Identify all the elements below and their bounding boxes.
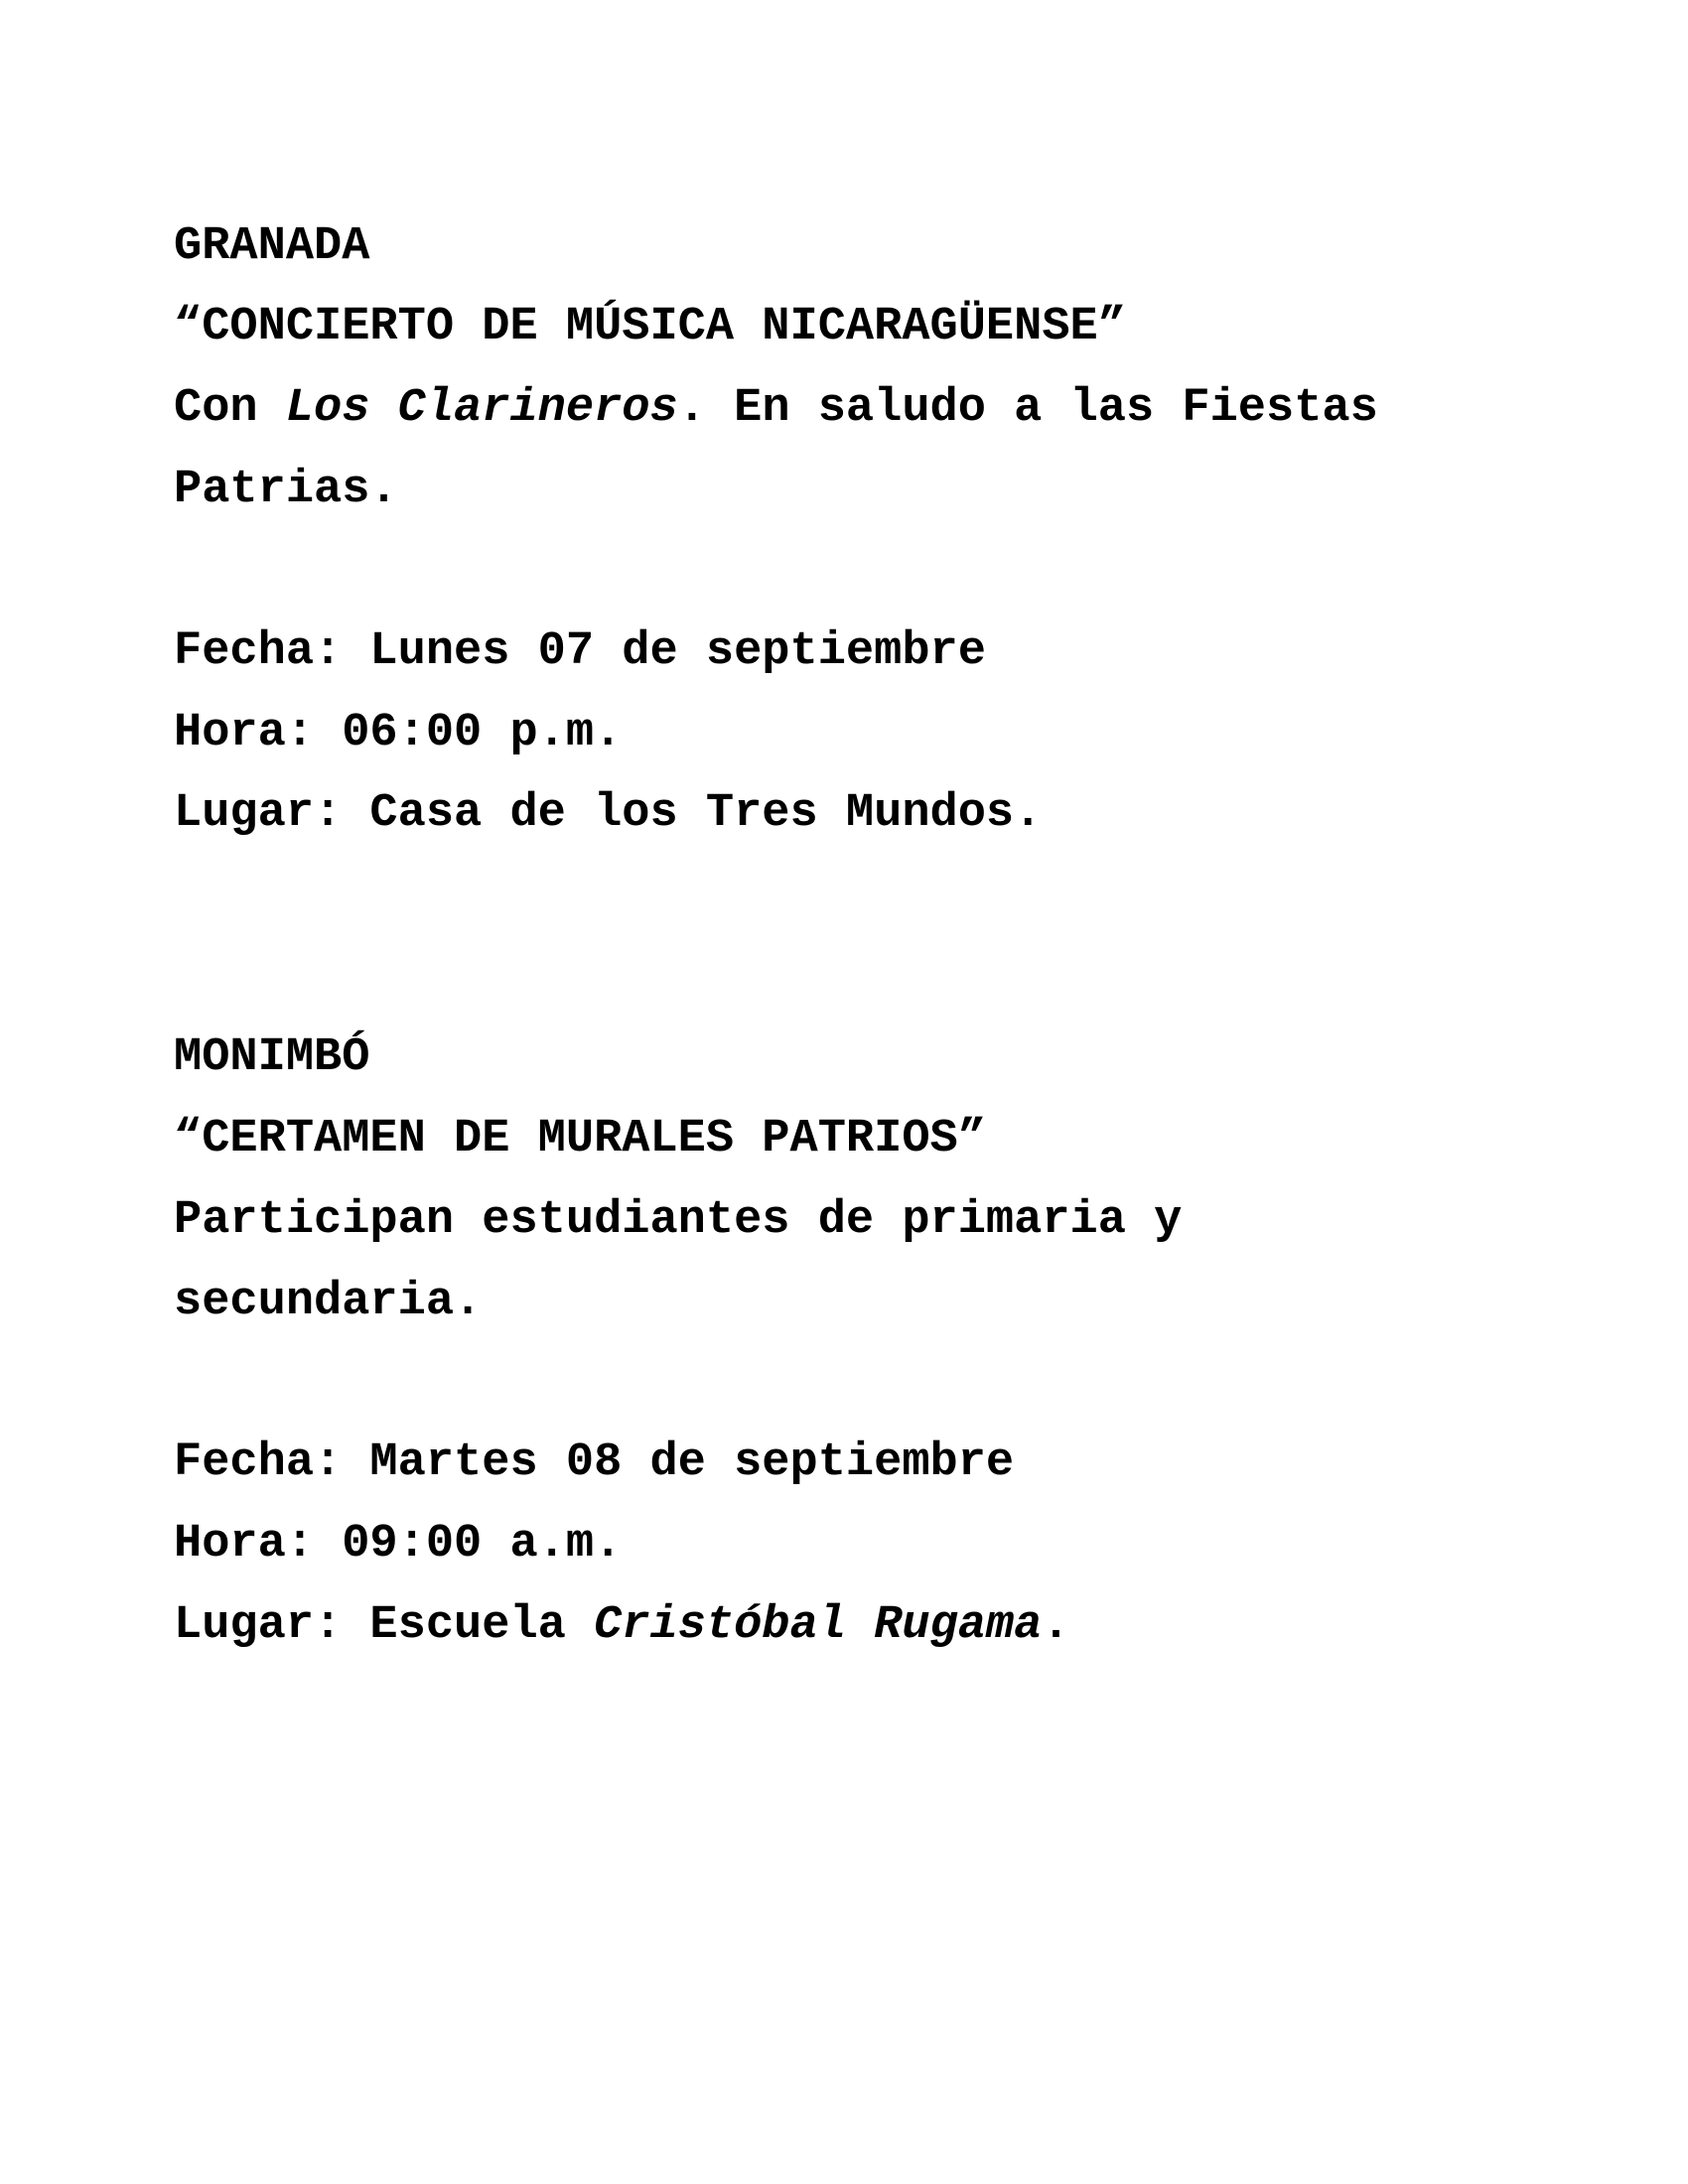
event-fecha: Fecha: Martes 08 de septiembre — [174, 1436, 1015, 1489]
description-suffix: . En saludo a las Fiestas — [677, 382, 1378, 435]
event-place: MONIMBÓ — [174, 1031, 370, 1084]
event-description-continuation: secundaria. — [174, 1276, 483, 1328]
event-description — [174, 382, 1378, 435]
description-italic: Los Clarineros — [285, 382, 678, 435]
lugar-prefix: Lugar: Escuela — [174, 1599, 595, 1652]
event-hora: Hora: 09:00 a.m. — [174, 1518, 623, 1570]
event-fecha: Fecha: Lunes 07 de septiembre — [174, 625, 986, 678]
description-prefix: Con — [174, 382, 286, 435]
event-title: “CONCIERTO DE MÚSICA NICARAGÜENSE” — [174, 301, 1126, 353]
event-description: Participan estudiantes de primaria y — [174, 1194, 1183, 1247]
event-lugar — [174, 1599, 1070, 1652]
event-lugar: Lugar: Casa de los Tres Mundos. — [174, 787, 1043, 840]
lugar-suffix: . — [1042, 1599, 1070, 1652]
lugar-italic: Cristóbal Rugama — [594, 1599, 1043, 1652]
event-title: “CERTAMEN DE MURALES PATRIOS” — [174, 1113, 986, 1165]
event-hora: Hora: 06:00 p.m. — [174, 707, 623, 759]
event-description-continuation: Patrias. — [174, 464, 398, 516]
event-place: GRANADA — [174, 220, 370, 273]
